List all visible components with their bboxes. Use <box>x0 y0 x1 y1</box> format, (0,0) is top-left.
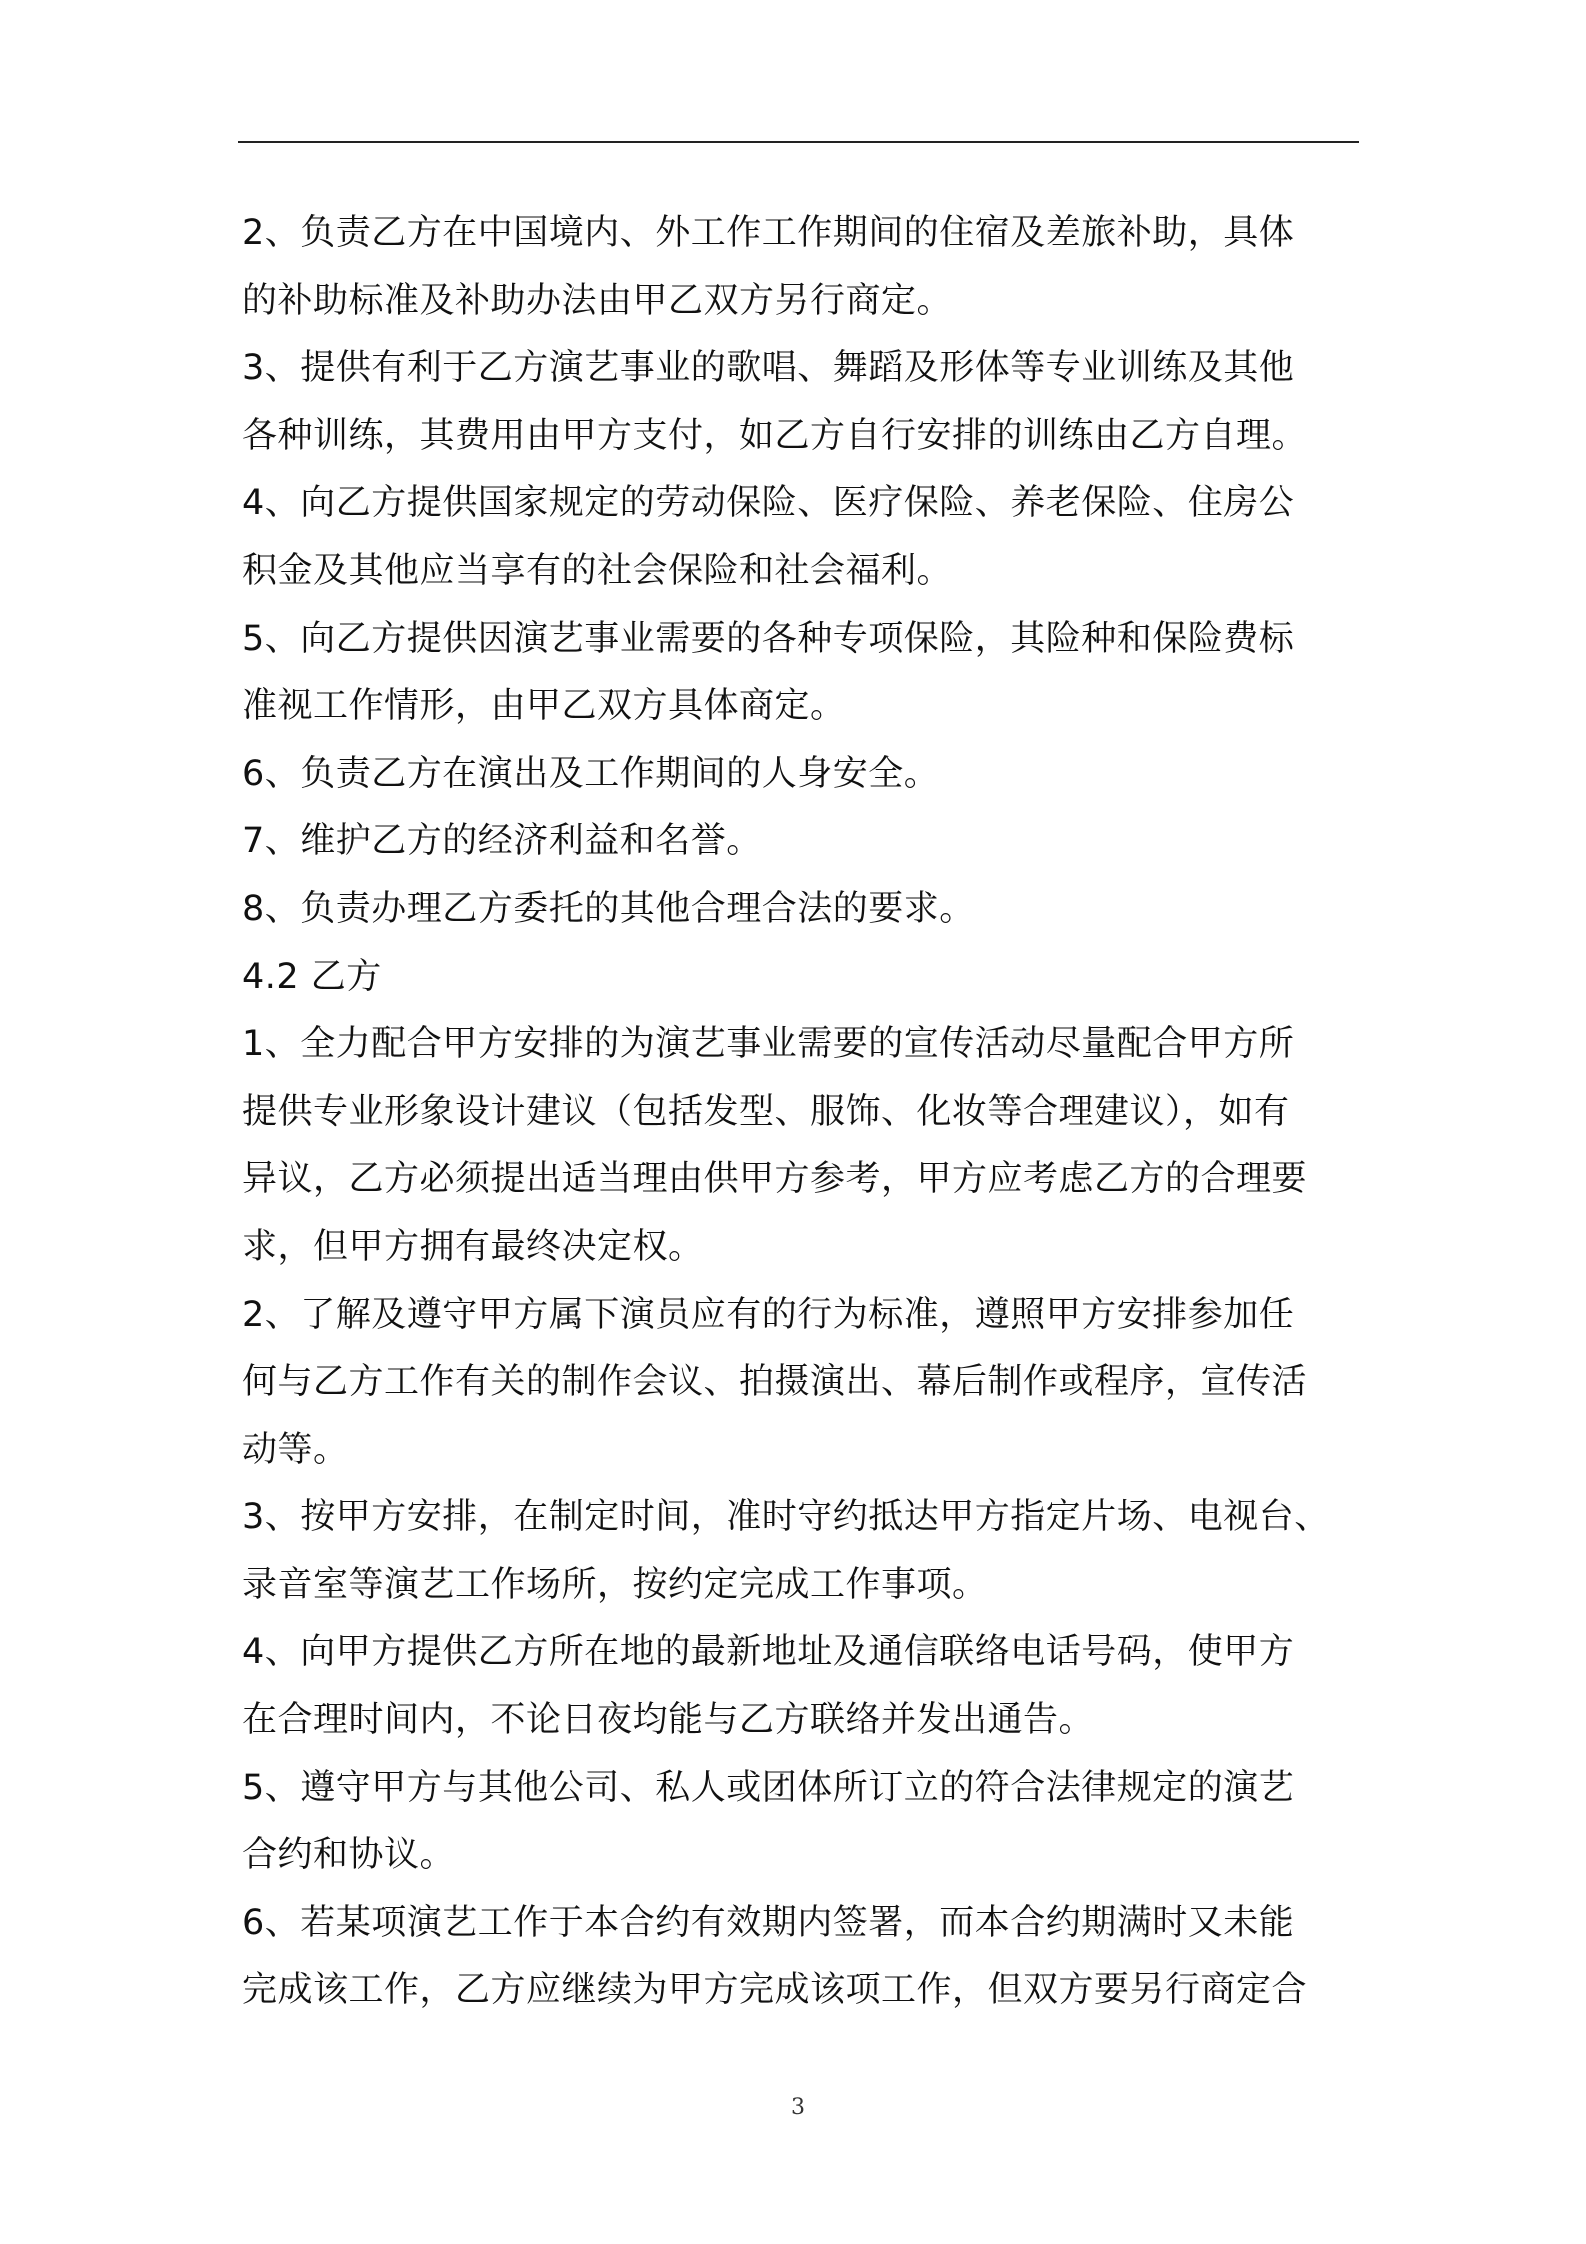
text-line: 准视工作情形，由甲乙双方具体商定。 <box>242 686 846 727</box>
text-line: 提供专业形象设计建议（包括发型、服饰、化妆等合理建议），如有 <box>242 1091 1290 1132</box>
text-line: 求，但甲方拥有最终决定权。 <box>242 1226 704 1267</box>
text-line: 何与乙方工作有关的制作会议、拍摄演出、幕后制作或程序，宣传活 <box>242 1362 1308 1403</box>
text-line: 积金及其他应当享有的社会保险和社会福利。 <box>242 550 953 591</box>
text-line: 完成该工作，乙方应继续为甲方完成该项工作，但双方要另行商定合 <box>242 1970 1308 2011</box>
text-line: 1、全力配合甲方安排的为演艺事业需要的宣传活动尽量配合甲方所 <box>242 1024 1295 1065</box>
text-line: 2、了解及遵守甲方属下演员应有的行为标准，遵照甲方安排参加任 <box>242 1294 1295 1335</box>
document-body <box>242 200 1362 2025</box>
text-line: 4、向甲方提供乙方所在地的最新地址及通信联络电话号码，使甲方 <box>242 1632 1295 1673</box>
text-line: 2、负责乙方在中国境内、外工作工作期间的住宿及差旅补助，具体 <box>242 213 1295 253</box>
text-line: 各种训练，其费用由甲方支付，如乙方自行安排的训练由乙方自理。 <box>242 415 1308 456</box>
text-line: 6、负责乙方在演出及工作期间的人身安全。 <box>242 753 940 794</box>
text-line: 动等。 <box>242 1429 349 1470</box>
text-line: 的补助标准及补助办法由甲乙双方另行商定。 <box>242 280 953 321</box>
text-line: 5、向乙方提供因演艺事业需要的各种专项保险，其险种和保险费标 <box>242 618 1295 659</box>
text-line: 3、按甲方安排，在制定时间，准时守约抵达甲方指定片场、电视台、 <box>242 1497 1330 1538</box>
text-line: 在合理时间内，不论日夜均能与乙方联络并发出通告。 <box>242 1700 1095 1741</box>
text-line: 合约和协议。 <box>242 1835 456 1876</box>
text-line: 异议，乙方必须提出适当理由供甲方参考，甲方应考虑乙方的合理要 <box>242 1159 1308 1200</box>
text-line: 录音室等演艺工作场所，按约定完成工作事项。 <box>242 1564 988 1605</box>
page-number: 3 <box>791 2095 805 2120</box>
text-line: 3、提供有利于乙方演艺事业的歌唱、舞蹈及形体等专业训练及其他 <box>242 348 1295 389</box>
section-heading: 4.2 乙方 <box>242 956 382 997</box>
text-line: 6、若某项演艺工作于本合约有效期内签署，而本合约期满时又未能 <box>242 1902 1295 1943</box>
text-line: 7、维护乙方的经济利益和名誉。 <box>242 821 762 862</box>
text-line: 8、负责办理乙方委托的其他合理合法的要求。 <box>242 888 975 929</box>
text-line: 5、遵守甲方与其他公司、私人或团体所订立的符合法律规定的演艺 <box>242 1767 1295 1808</box>
text-line: 4、向乙方提供国家规定的劳动保险、医疗保险、养老保险、住房公 <box>242 483 1295 524</box>
header-rule <box>238 141 1359 143</box>
